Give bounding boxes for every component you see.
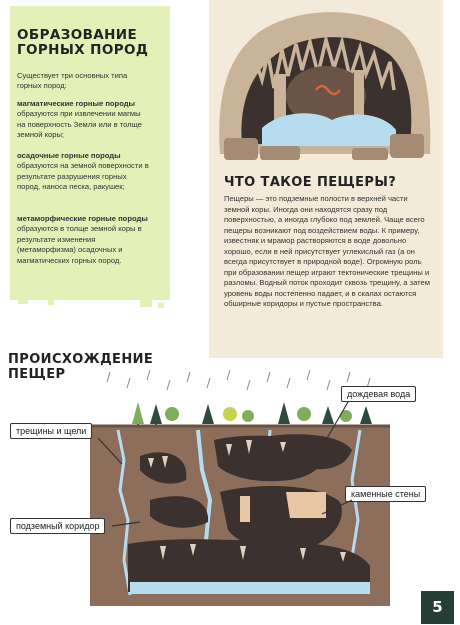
page-number-badge: 5 [421, 591, 454, 624]
rock-intro-text: Существует три основных типа горных пород: [17, 71, 128, 91]
caves-description: Пещеры — это подземные полости в верхней части земной коры. Иногда они находятся сразу под поверхностью, а иногда глубоко под землей. Чаще всего пещеры возникают под воздействием воды. К примеру, известняк и мрамор растворяются в воде довольно хорошо, если в ней присутствует углекислый газ (а он всегда присутствует в природной воде). Огромную роль при образовании пещер играют тектонические трещины и разломы. Водный поток проходит сквозь трещину, а затем уровень воды постепенно падает, и в скалах остаются обширные коридоры и пустые пространства. [224, 194, 430, 308]
stone-walls-label: каменные стены [345, 486, 426, 502]
rock-desc: образуются при извлечении магмы на поверхность Земли или в толще земной коры; [17, 109, 142, 140]
rain-water-label: дождевая вода [341, 386, 416, 402]
rock-desc: образуются в толще земной коры в результате изменения (метаморфизма) осадочных и магматических горных пород. [17, 224, 142, 265]
rock-term: магматические горные породы [17, 99, 136, 108]
rock-term: метаморфические горные породы [17, 214, 148, 223]
what-are-caves-title: ЧТО ТАКОЕ ПЕЩЕРЫ? [224, 175, 397, 190]
rock-term: осадочные горные породы [17, 151, 121, 160]
cracks-label: трещины и щели [10, 423, 92, 439]
rock-formation-title: ОБРАЗОВАНИЕ ГОРНЫХ ПОРОД [17, 27, 149, 58]
caves-origin-title: ПРОИСХОЖДЕНИЕ ПЕЩЕР [8, 352, 154, 382]
rock-desc: образуются на земной поверхности в результате разрушения горных пород, наноса песка, ракушек; [17, 161, 149, 192]
underground-corridor-label: подземный коридор [10, 518, 105, 534]
